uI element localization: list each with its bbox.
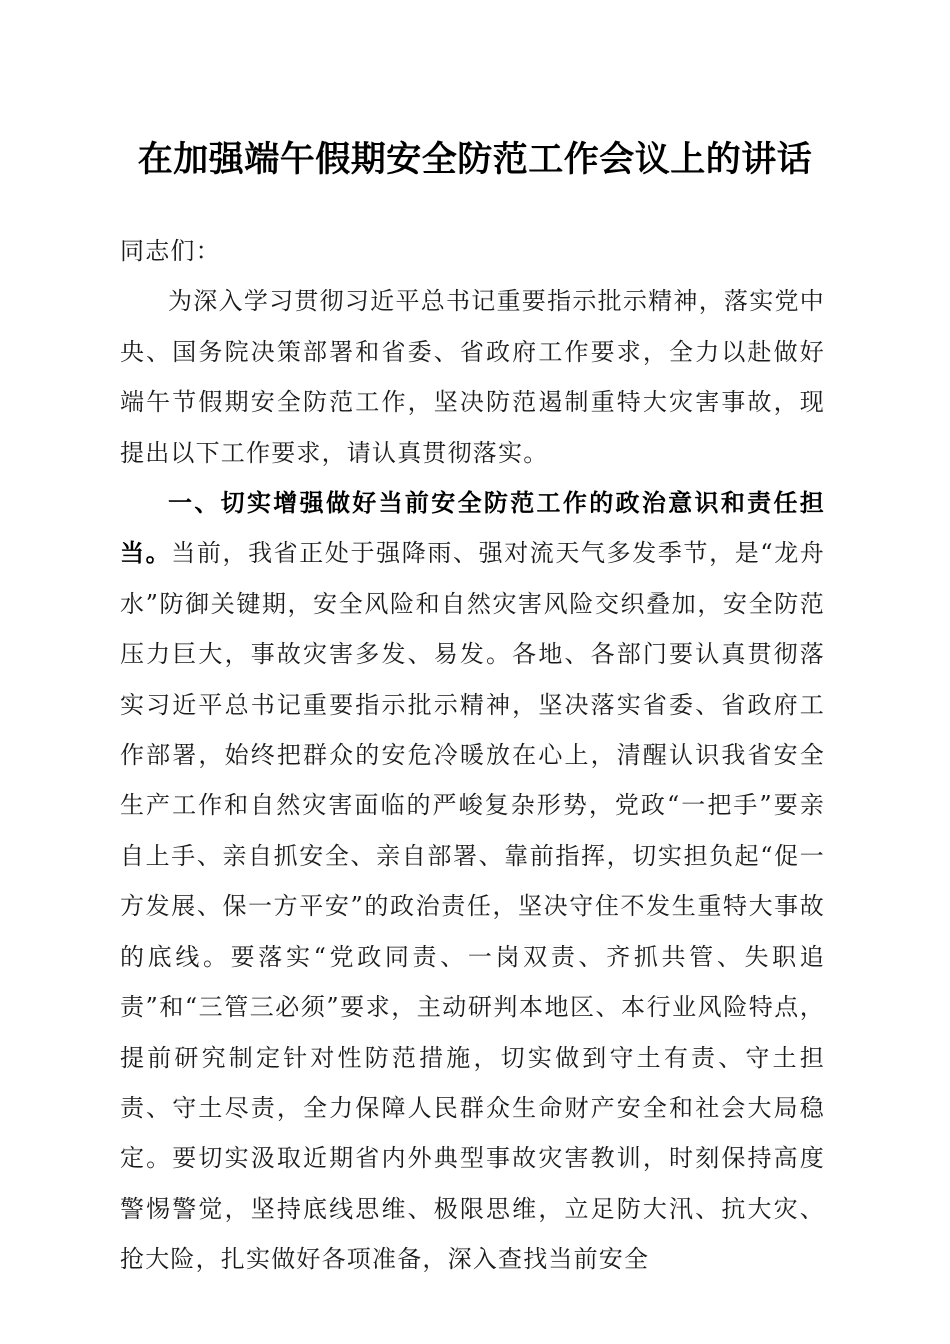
section-1-heading: 一、切实增强做好当前安全防范工作的政治意识和责任担当。 — [120, 488, 825, 568]
paragraph-intro-text: 为深入学习贯彻习近平总书记重要指示批示精神，落实党中央、国务院决策部署和省委、省政府工作要求，全力以赴做好端午节假期安全防范工作，坚决防范遏制重特大灾害事故，现提出以下工作要求，请认真贯彻落实。 — [120, 287, 825, 467]
document-title: 在加强端午假期安全防范工作会议上的讲话 — [137, 139, 813, 180]
section-1-text: 当前，我省正处于强降雨、强对流天气多发季节，是“龙舟水”防御关键期，安全风险和自然灾害风险交织叠加，安全防范压力巨大，事故灾害多发、易发。各地、各部门要认真贯彻落实习近平总书记重要指示批示精神，坚决落实省委、省政府工作部署，始终把群众的安危冷暖放在心上，清醒认识我省安全生产工作和自然灾害面临的严峻复杂形势，党政“一把手”要亲自上手、亲自抓安全、亲自部署、靠前指挥，切实担负起“促一方发展、保一方平安”的政治责任，坚决守住不发生重特大事故的底线。要落实“党政同责、一岗双责、齐抓共管、失职追责”和“三管三必须”要求，主动研判本地区、本行业风险特点，提前研究制定针对性防范措施，切实做到守土有责、守土担责、守土尽责，全力保障人民群众生命财产安全和社会大局稳定。要切实汲取近期省内外典型事故灾害教训，时刻保持高度警惕警觉，坚持底线思维、极限思维，立足防大汛、抗大灾、抢大险，扎实做好各项准备，深入查找当前安全 — [120, 539, 826, 1274]
document-body — [120, 226, 825, 1285]
paragraph-intro — [120, 276, 825, 478]
paragraph-section-1 — [120, 478, 825, 1285]
salutation: 同志们： — [120, 237, 221, 265]
